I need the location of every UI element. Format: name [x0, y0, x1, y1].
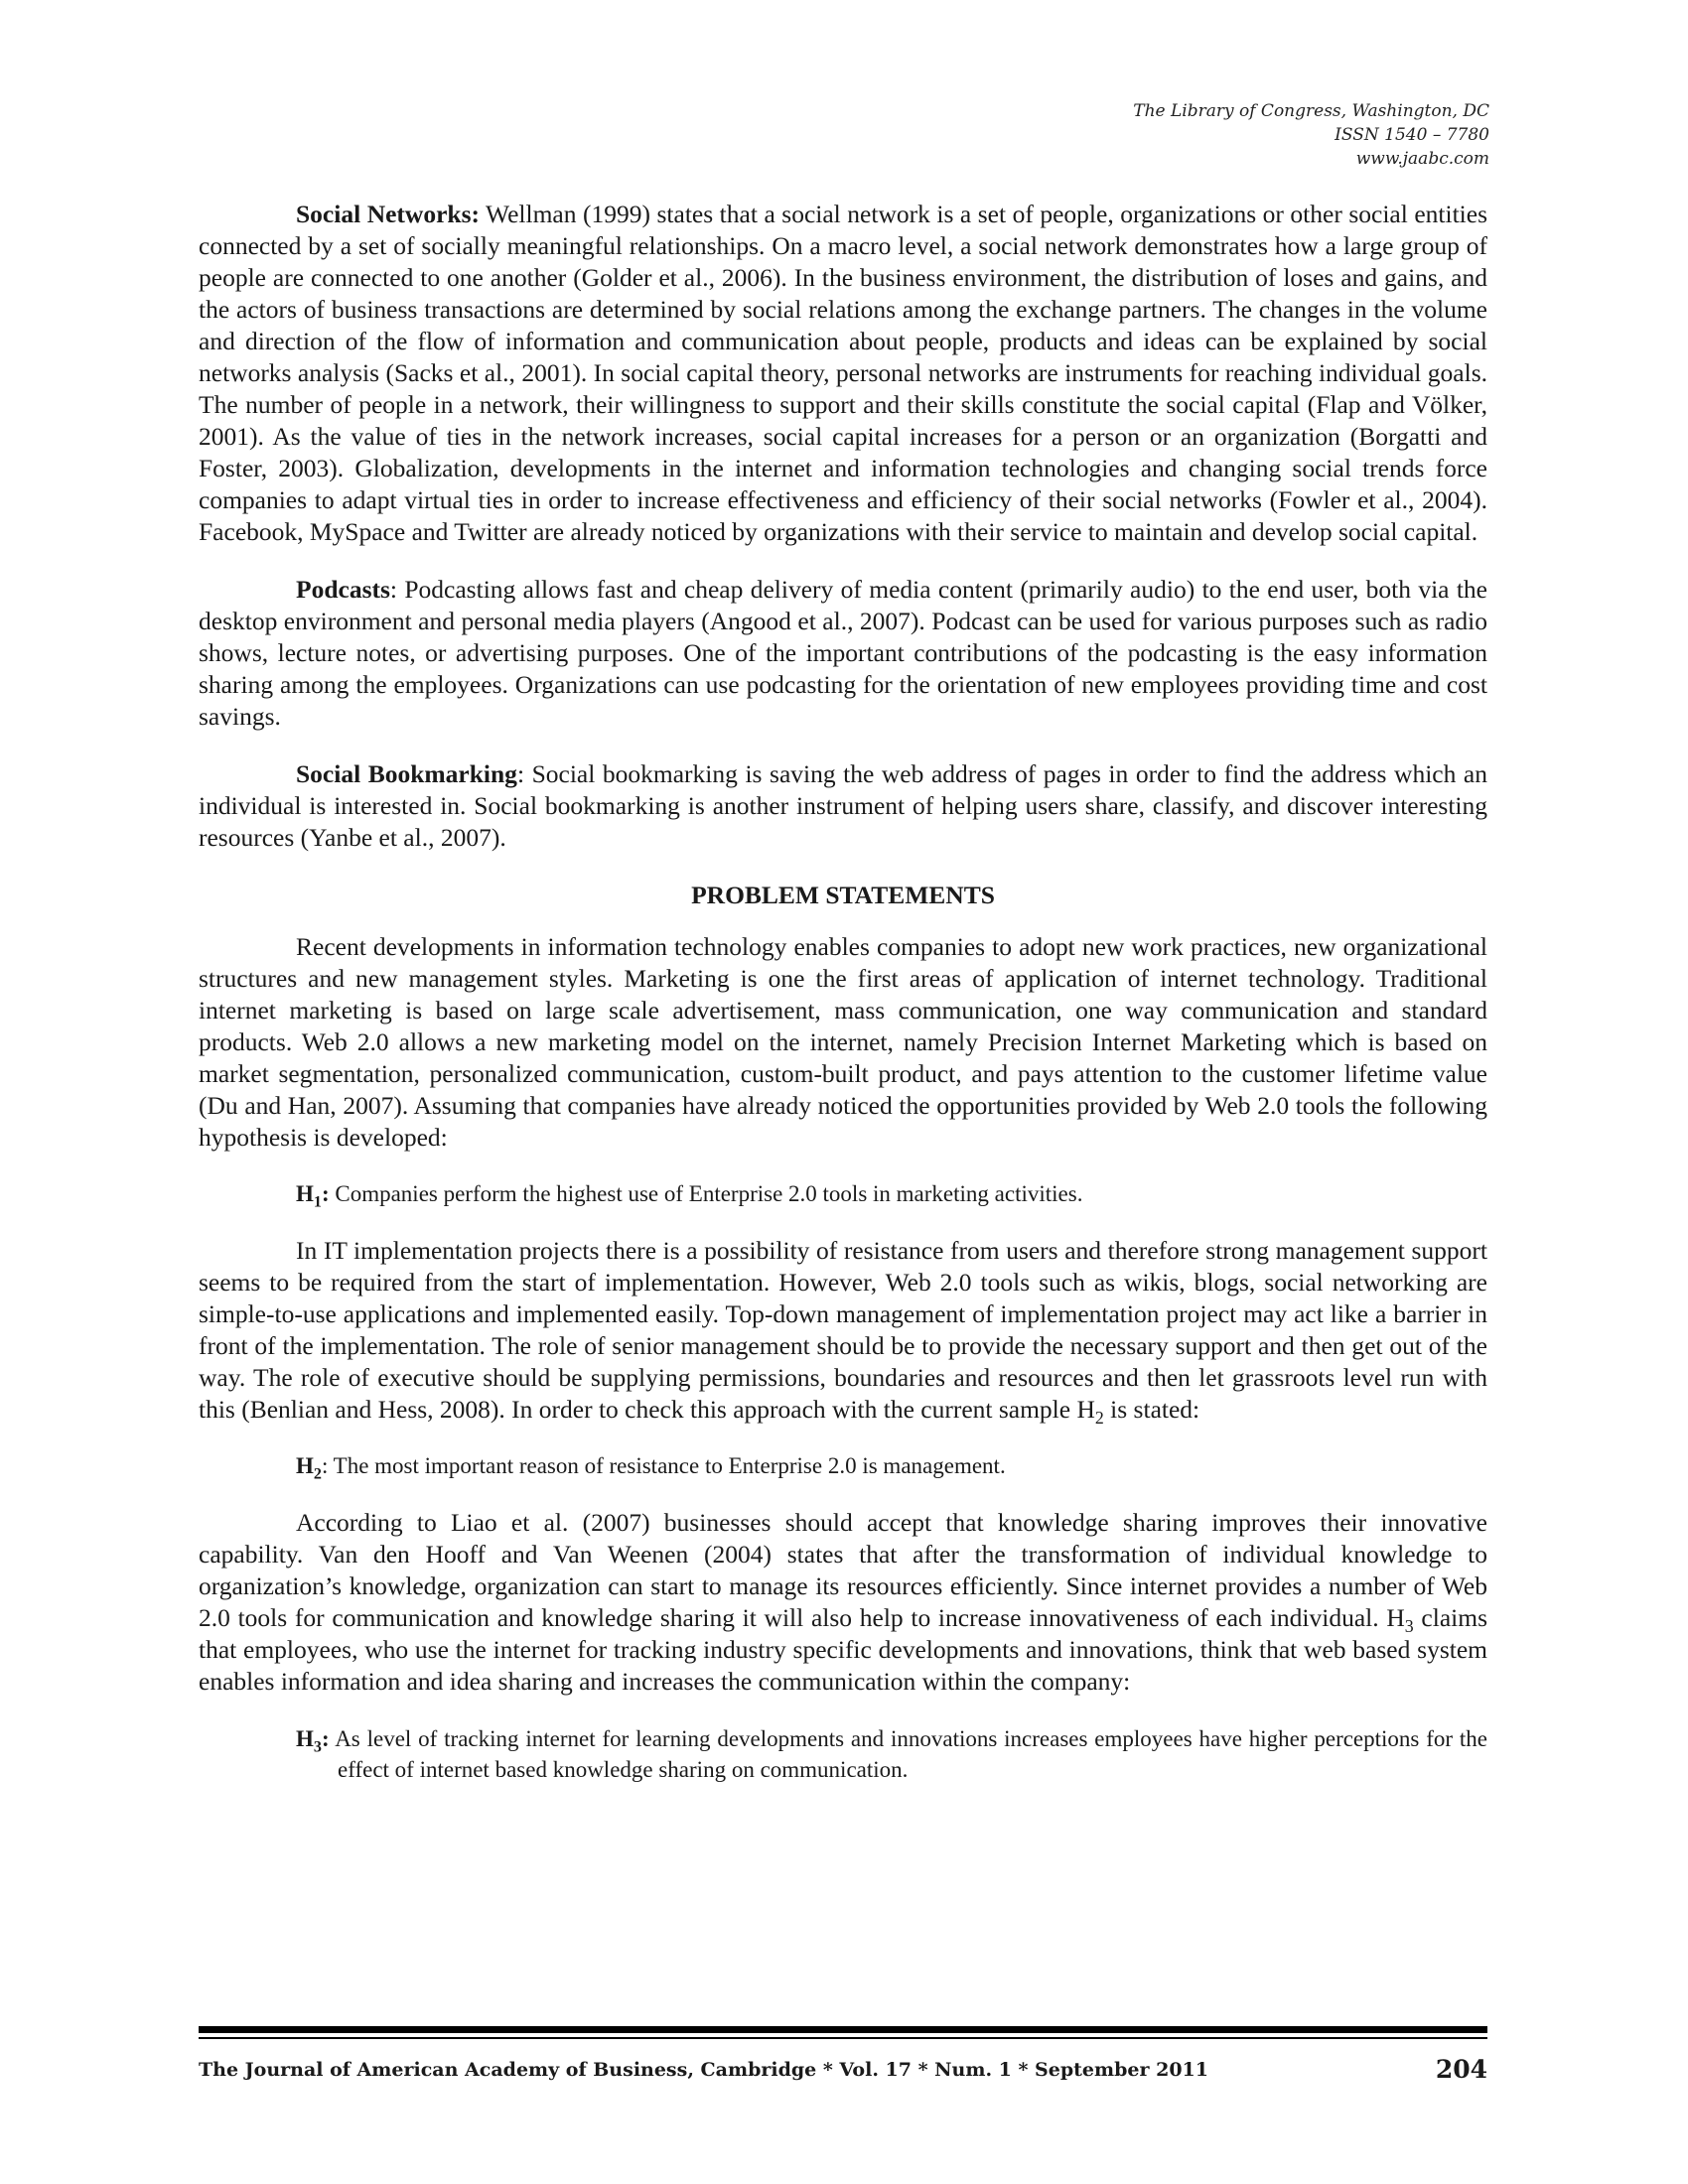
- running-header: [894, 99, 1489, 171]
- hypothesis-1-label: $H_1$:: [296, 1181, 330, 1211]
- page-body: [199, 199, 1487, 1811]
- paragraph-it-implementation: In IT implementation projects there is a possibility of resistance from users and therefore strong management support seems to be required from the start of implementation. However, Web 2.0 tools such as wikis, blogs, social networking are simple-to-use applications and implemented easily. Top-down management of implementation project may act like a barrier in front of the implementation. The role of senior management should be to provide the necessary support and then get out of the way. The role of executive should be supplying permissions, boundaries and resources and then let grassroots level run with this (Benlian and Hess, 2008). In order to check this approach with the current sample $H_2$ is stated:: [199, 1236, 1487, 1429]
- section-heading-problem-statements: PROBLEM STATEMENTS: [691, 881, 995, 909]
- paragraph-knowledge-sharing: According to Liao et al. (2007) businesses should accept that knowledge sharing improves their innovative capability. Van den Hooff and Van Weenen (2004) states that after the transformation of individual knowledge to organization’s knowledge, organization can start to manage its resources efficiently. Since internet provides a number of Web 2.0 tools for communication and knowledge sharing it will also help to increase innovativeness of each individual. $H_3$ claims that employees, who use the internet for tracking industry specific developments and innovations, think that web based system enables information and idea sharing and increases the communication within the company:: [199, 1508, 1487, 1696]
- running-footer: [199, 2055, 1487, 2087]
- hypothesis-2-label: $H_2$: [296, 1453, 322, 1483]
- hypothesis-3: [199, 1723, 1487, 1785]
- hypothesis-1-text: Companies perform the highest use of Enterprise 2.0 tools in marketing activities.: [329, 1181, 1083, 1206]
- page-number: 204: [1435, 2055, 1487, 2084]
- term-podcasts: Podcasts: [296, 575, 390, 604]
- text-social-networks: Wellman (1999) states that a social network is a set of people, organizations or other social entities connected by a set of socially meaningful relationships. On a macro level, a social network demonstrates how a large group of people are connected to one another (Golder et al., 2006). In the business environment, the distribution of loses and gains, and the actors of business transactions are determined by social relations among the exchange partners. The changes in the volume and direction of the flow of information and communication about people, products and ideas can be explained by social networks analysis (Sacks et al., 2001). In social capital theory, personal networks are instruments for reaching individual goals. The number of people in a network, their willingness to support and their skills constitute the social capital (Flap and Völker, 2001). As the value of ties in the network increases, social capital increases for a person or an organization (Borgatti and Foster, 2003). Globalization, developments in the internet and information technologies and changing social trends force companies to adapt virtual ties in order to increase effectiveness and efficiency of their social networks (Fowler et al., 2004). Facebook, MySpace and Twitter are already noticed by organizations with their service to maintain and develop social capital.: [199, 200, 1487, 546]
- hypothesis-2-text: The most important reason of resistance to Enterprise 2.0 is management.: [328, 1453, 1006, 1478]
- footer-journal-citation: The Journal of American Academy of Business, Cambridge * Vol. 17 * Num. 1 * September 2011: [199, 2059, 1209, 2081]
- hypothesis-1: [199, 1179, 1487, 1209]
- header-website: www.jaabc.com: [1355, 149, 1489, 169]
- paragraph-recent-developments: Recent developments in information technology enables companies to adopt new work practices, new organizational structures and new management styles. Marketing is one the first areas of application of internet technology. Traditional internet marketing is based on large scale advertisement, mass communication, one way communication and standard products. Web 2.0 allows a new marketing model on the internet, namely Precision Internet Marketing which is based on market segmentation, personalized communication, custom-built product, and pays attention to the customer lifetime value (Du and Han, 2007). Assuming that companies have already noticed the opportunities provided by Web 2.0 tools the following hypothesis is developed:: [199, 932, 1487, 1152]
- text-podcasts: : Podcasting allows fast and cheap delivery of media content (primarily audio) to the end user, both via the desktop environment and personal media players (Angood et al., 2007). Podcast can be used for various purposes such as radio shows, lecture notes, or advertising purposes. One of the important contributions of the podcasting is the easy information sharing among the employees. Organizations can use podcasting for the orientation of new employees providing time and cost savings.: [199, 575, 1487, 731]
- footer-rule-thin: [199, 2037, 1487, 2039]
- term-social-bookmarking: Social Bookmarking: [296, 759, 517, 788]
- hypothesis-3-label: $H_3$:: [296, 1726, 330, 1756]
- paragraph-podcasts: [199, 574, 1487, 733]
- footer-rule-thick: [199, 2026, 1487, 2033]
- header-issn: ISSN 1540 – 7780: [1335, 125, 1489, 145]
- header-library: The Library of Congress, Washington, DC: [1133, 101, 1489, 121]
- term-social-networks: Social Networks:: [296, 200, 480, 228]
- hypothesis-2: $H_2$: The most important reason of resistance to Enterprise 2.0 is management.: [296, 1453, 1006, 1483]
- paragraph-social-networks: [199, 199, 1487, 548]
- paragraph-social-bookmarking: [199, 758, 1487, 854]
- hypothesis-3-text: As level of tracking internet for learning developments and innovations increases employees have higher perceptions for the effect of internet based knowledge sharing on communication.: [329, 1726, 1487, 1782]
- text-social-bookmarking: : Social bookmarking is saving the web address of pages in order to find the address which an individual is interested in. Social bookmarking is another instrument of helping users share, classify, and discover interesting resources (Yanbe et al., 2007).: [199, 759, 1487, 852]
